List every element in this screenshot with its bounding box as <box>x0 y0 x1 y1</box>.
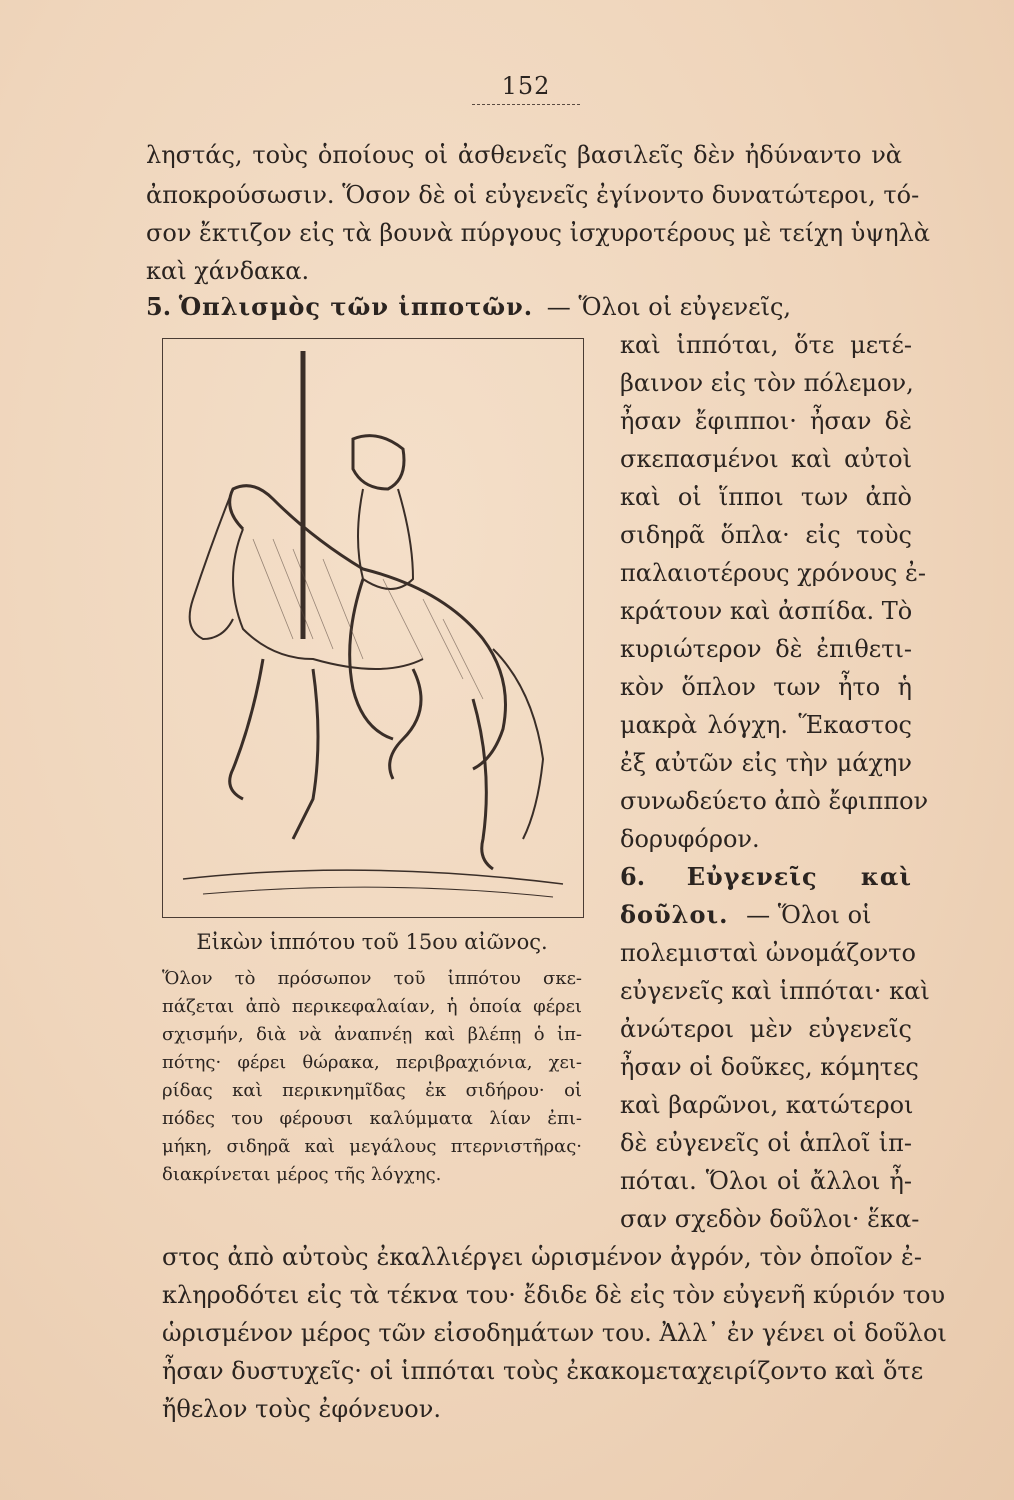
page-number-rule <box>472 104 580 105</box>
section-5-heading <box>146 292 906 322</box>
text-line: ληστάς, τοὺς ὁποίους οἱ ἀσθενεῖς βασιλεῖς δὲν ἠδύναντο νὰ <box>146 141 902 169</box>
text-line: ἦσαν οἱ δοῦκες, κόμητες <box>620 1053 919 1081</box>
caption-line: ρίδας καὶ περικνημῖδας ἐκ σιδήρου· οἱ <box>162 1080 582 1101</box>
text-line: ἐξ αὐτῶν εἰς τὴν μάχην <box>620 749 912 777</box>
text-line: βαινον εἰς τὸν πόλεμον, <box>620 369 914 397</box>
text-line: καὶ οἱ ἵπποι των ἀπὸ <box>620 483 912 511</box>
section-lead-text: — Ὅλοι οἱ <box>746 901 872 929</box>
text-line: καὶ χάνδακα. <box>146 257 310 285</box>
section-6-heading-continued <box>620 900 912 930</box>
text-line: στος ἀπὸ αὐτοὺς ἐκαλλιέργει ὡρισμένον ἀγρόν, τὸν ὁποῖον ἐ- <box>162 1243 922 1271</box>
text-line: καὶ βαρῶνοι, κατώτεροι <box>620 1091 914 1119</box>
text-line: ἀνώτεροι μὲν εὐγενεῖς <box>620 1015 912 1043</box>
text-line: καὶ ἱππόται, ὅτε μετέ- <box>620 331 912 359</box>
text-line: κὸν ὅπλον των ἦτο ἡ <box>620 673 912 701</box>
text-line: σκεπασμένοι καὶ αὐτοὶ <box>620 445 912 473</box>
text-line: σαν σχεδὸν δοῦλοι· ἕκα- <box>620 1205 920 1233</box>
caption-line: μήκη, σιδηρᾶ καὶ μεγάλους πτερνιστῆρας· <box>162 1136 582 1157</box>
text-line: μακρὰ λόγχη. Ἕκαστος <box>620 711 912 739</box>
text-line: κυριώτερον δὲ ἐπιθετι- <box>620 635 912 663</box>
section-title: Εὐγενεῖς καὶ <box>686 862 912 891</box>
text-line: ἦσαν ἔφιπποι· ἦσαν δὲ <box>620 407 912 435</box>
text-line: ἤθελον τοὺς ἐφόνευον. <box>162 1395 441 1423</box>
caption-line: πόδες του φέρουσι καλύμματα λίαν ἐπι- <box>162 1108 582 1129</box>
caption-line: διακρίνεται μέρος τῆς λόγχης. <box>162 1164 442 1185</box>
text-line: εὐγενεῖς καὶ ἱππόται· καὶ <box>620 977 930 1005</box>
text-line: δὲ εὐγενεῖς οἱ ἁπλοῖ ἱπ- <box>620 1129 912 1157</box>
figure-caption: Εἰκὼν ἱππότου τοῦ 15ου αἰῶνος. <box>196 930 548 954</box>
section-lead-text: — Ὅλοι οἱ εὐγενεῖς, <box>546 293 792 321</box>
page-number: 152 <box>501 72 551 100</box>
knight-on-horse-icon <box>163 339 583 917</box>
text-line: πολεμισταὶ ὠνομάζοντο <box>620 939 916 967</box>
text-line: δορυφόρον. <box>620 825 760 853</box>
caption-line: Ὅλον τὸ πρόσωπον τοῦ ἱππότου σκε- <box>162 968 582 989</box>
caption-line: πότης· φέρει θώρακα, περιβραχιόνια, χει- <box>162 1052 582 1073</box>
section-title: δοῦλοι. <box>620 900 729 929</box>
text-line: ὡρισμένον μέρος τῶν εἰσοδημάτων του. Ἀλλ᾽ ἐν γένει οἱ δοῦλοι <box>162 1319 947 1347</box>
section-title: Ὁπλισμὸς τῶν ἱπποτῶν. <box>178 292 534 321</box>
text-line: συνωδεύετο ἀπὸ ἔφιππον <box>620 787 929 815</box>
caption-line: πάζεται ἀπὸ περικεφαλαίαν, ἡ ὁποία φέρει <box>162 996 582 1017</box>
text-line: ἀποκρούσωσιν. Ὅσον δὲ οἱ εὐγενεῖς ἐγίνοντο δυνατώτεροι, τό- <box>146 181 920 209</box>
section-number: 6. <box>620 862 646 891</box>
text-line: παλαιοτέρους χρόνους ἐ- <box>620 559 926 587</box>
section-number: 5. <box>146 292 172 321</box>
text-line: σιδηρᾶ ὅπλα· εἰς τοὺς <box>620 521 912 549</box>
text-line: πόται. Ὅλοι οἱ ἄλλοι ἦ- <box>620 1167 912 1195</box>
text-line: σον ἔκτιζον εἰς τὰ βουνὰ πύργους ἰσχυροτέρους μὲ τείχη ὑψηλὰ <box>146 219 930 247</box>
section-6-heading <box>620 862 912 892</box>
text-line: κληροδότει εἰς τὰ τέκνα του· ἔδιδε δὲ εἰς τὸν εὐγενῆ κύριόν του <box>162 1281 946 1309</box>
caption-line: σχισμήν, διὰ νὰ ἀναπνέῃ καὶ βλέπῃ ὁ ἱπ- <box>162 1024 582 1045</box>
text-line: ἦσαν δυστυχεῖς· οἱ ἱππόται τοὺς ἐκακομεταχειρίζοντο καὶ ὅτε <box>162 1357 924 1385</box>
knight-illustration <box>162 338 584 918</box>
text-line: κράτουν καὶ ἀσπίδα. Τὸ <box>620 597 913 625</box>
